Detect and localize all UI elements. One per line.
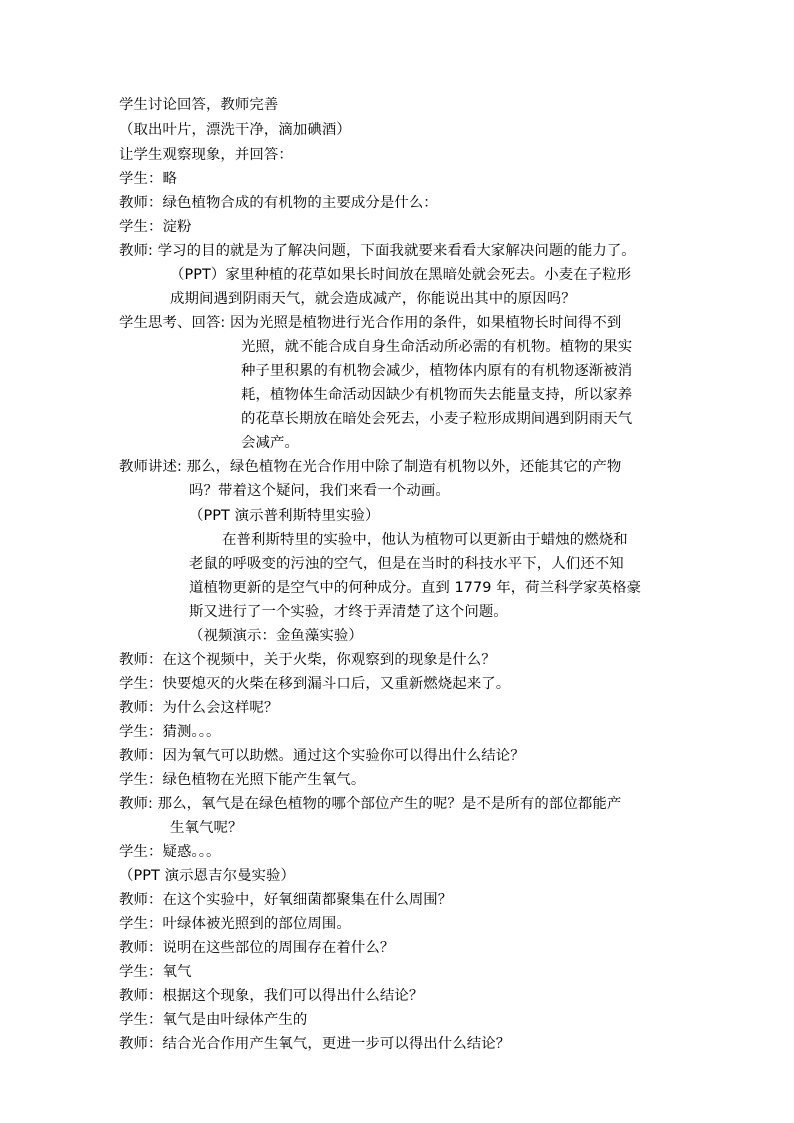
text-line: 学生讨论回答，教师完善 <box>119 97 279 113</box>
text-line: 学生：淀粉 <box>119 219 192 235</box>
text-line: 教师: 那么，氧气是在绿色植物的哪个部位产生的呢？是不是所有的部位都能产 <box>119 796 622 812</box>
text-line: 学生：氧气 <box>119 964 192 980</box>
text-line: 教师：在这个视频中，关于火柴，你观察到的现象是什么？ <box>119 652 496 668</box>
text-line: 老鼠的呼吸变的污浊的空气，但是在当时的科技水平下，人们还不知 <box>189 556 624 572</box>
text-line: 教师：为什么会这样呢？ <box>119 700 279 716</box>
text-line: 吗？带着这个疑问，我们来看一个动画。 <box>189 483 450 499</box>
text-line: 教师讲述: 那么，绿色植物在光合作用中除了制造有机物以外，还能其它的产物 <box>119 459 622 475</box>
text-line: （视频演示：金鱼藻实验） <box>189 628 363 644</box>
text-line: 教师：绿色植物合成的有机物的主要成分是什么： <box>119 195 438 211</box>
text-line: 学生：疑惑。。。 <box>119 844 221 860</box>
text-line: （PPT 演示恩吉尔曼实验） <box>119 868 296 884</box>
text-line: 教师：在这个实验中，好氧细菌都聚集在什么周围？ <box>119 892 453 908</box>
text-line: （PPT）家里种植的花草如果长时间放在黑暗处就会死去。小麦在子粒形 <box>170 267 632 283</box>
text-line: 学生：猜测。。。 <box>119 724 221 740</box>
text-line: （取出叶片，漂洗干净，滴加碘酒） <box>119 122 351 138</box>
text-line: 学生：叶绿体被光照到的部位周围。 <box>119 916 351 932</box>
text-line: 教师: 学习的目的就是为了解决问题，下面我就要来看看大家解决问题的能力了。 <box>119 243 636 259</box>
text-line: 教师：说明在这些部位的周围存在着什么？ <box>119 940 395 956</box>
text-line: 道植物更新的是空气中的何种成分。直到 1779 年，荷兰科学家英格豪 <box>189 580 642 596</box>
text-line: 学生：略 <box>119 171 177 187</box>
text-line: 教师：结合光合作用产生氧气，更进一步可以得出什么结论？ <box>119 1036 511 1052</box>
text-line: 耗，植物体生命活动因缺少有机物而失去能量支持，所以家养 <box>241 387 633 403</box>
text-line: 光照，就不能合成自身生命活动所必需的有机物。植物的果实 <box>241 339 633 355</box>
text-line: 在普利斯特里的实验中，他认为植物可以更新由于蜡烛的燃烧和 <box>222 532 628 548</box>
text-line: 会减产。 <box>241 435 299 451</box>
text-line: 斯又进行了一个实验，才终于弄清楚了这个问题。 <box>189 604 508 620</box>
text-line: 生氧气呢？ <box>170 820 243 836</box>
text-line: 成期间遇到阴雨天气，就会造成减产，你能说出其中的原因吗？ <box>170 291 576 307</box>
text-line: 学生：快要熄灭的火柴在移到漏斗口后，又重新燃烧起来了。 <box>119 676 511 692</box>
text-line: 种子里积累的有机物会减少，植物体内原有的有机物逐渐被消 <box>241 363 633 379</box>
text-line: 的花草长期放在暗处会死去，小麦子粒形成期间遇到阴雨天气 <box>241 411 633 427</box>
text-line: 让学生观察现象，并回答： <box>119 147 293 163</box>
text-line: 教师：根据这个现象，我们可以得出什么结论？ <box>119 988 424 1004</box>
text-line: 学生思考、回答: 因为光照是植物进行光合作用的条件，如果植物长时间得不到 <box>119 315 622 331</box>
text-line: 教师：因为氧气可以助燃。通过这个实验你可以得出什么结论？ <box>119 748 525 764</box>
text-line: 学生：氧气是由叶绿体产生的 <box>119 1012 308 1028</box>
text-line: 学生：绿色植物在光照下能产生氧气。 <box>119 772 366 788</box>
text-line: （PPT 演示普利斯特里实验） <box>189 508 380 524</box>
